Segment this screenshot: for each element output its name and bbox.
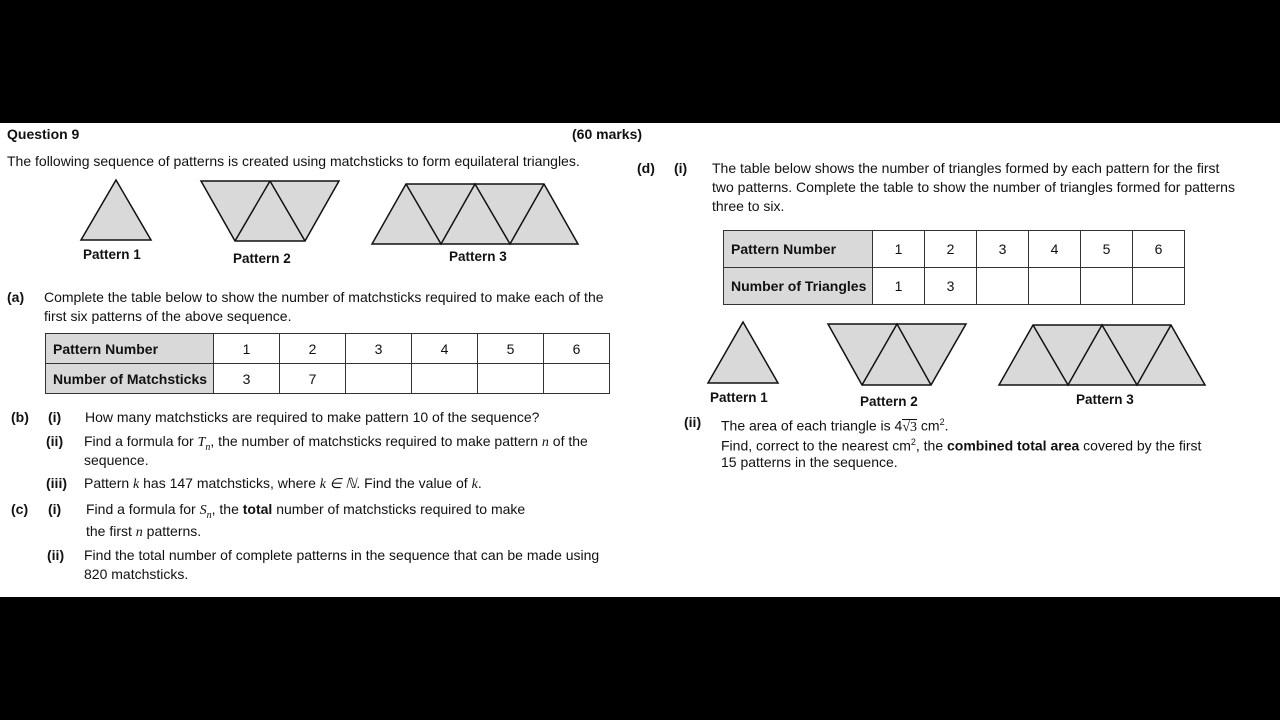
- part-a-label: (a): [7, 289, 25, 305]
- part-d-ii-label: (ii): [684, 414, 702, 430]
- part-b-i-text: How many matchsticks are required to make pattern 10 of the sequence?: [85, 409, 540, 425]
- table-cell: 4: [1029, 231, 1081, 268]
- part-a-line1: Complete the table below to show the number of matchsticks required to make each of the: [44, 289, 604, 305]
- table-cell: 7: [280, 364, 346, 394]
- table-row-header: Number of Matchsticks: [46, 364, 214, 394]
- part-b-ii-label: (ii): [46, 433, 64, 449]
- right-pattern-2-label: Pattern 2: [860, 394, 918, 409]
- part-d-label: (d): [637, 160, 655, 176]
- table-cell: 5: [1081, 231, 1133, 268]
- triangles-table-header-row: [724, 231, 1185, 268]
- part-d-ii-line1: The area of each triangle is 4√3 $cm^2$.: [721, 417, 949, 435]
- part-d-ii-line3: 15 patterns in the sequence.: [721, 454, 898, 470]
- part-c-ii-line2: 820 matchsticks.: [84, 566, 189, 582]
- part-b-ii-text: Find a formula for $T_n$, the number of matchsticks required to make pattern n of the: [84, 433, 588, 453]
- part-a-line2: first six patterns of the above sequence.: [44, 308, 292, 324]
- part-b-iii-text: Pattern k has 147 matchsticks, where k ∈ ℕ. Find the value of k.: [84, 475, 482, 492]
- table-cell: 3: [346, 334, 412, 364]
- table-cell: [346, 364, 412, 394]
- table-cell: [412, 364, 478, 394]
- triangles-table: [723, 230, 1185, 305]
- part-d-ii-line2: Find, correct to the nearest $cm^2$, the combined total area covered by the first: [721, 437, 1202, 454]
- part-c-i-text: Find a formula for $S_n$, the total number of matchsticks required to make: [86, 501, 526, 521]
- part-b-i-label: (i): [48, 409, 62, 425]
- table-cell: 5: [478, 334, 544, 364]
- table-cell: [1081, 268, 1133, 305]
- table-cell: 3: [214, 364, 280, 394]
- part-b-iii-label: (iii): [46, 475, 67, 491]
- table-cell: 3: [977, 231, 1029, 268]
- part-d-i-line1: The table below shows the number of triangles formed by each pattern for the first: [712, 160, 1220, 176]
- part-b-ii-line2: sequence.: [84, 452, 149, 468]
- table-cell: [544, 364, 610, 394]
- left-pattern-1-label: Pattern 1: [83, 247, 141, 262]
- right-pattern-3-label: Pattern 3: [1076, 392, 1134, 407]
- table-cell: [977, 268, 1029, 305]
- table-cell: [1133, 268, 1185, 305]
- left-pattern-2-label: Pattern 2: [233, 251, 291, 266]
- table-cell: 6: [1133, 231, 1185, 268]
- table-cell: 2: [925, 231, 977, 268]
- table-cell: [478, 364, 544, 394]
- right-pattern-1-label: Pattern 1: [710, 390, 768, 405]
- matchsticks-table-header-row: [46, 334, 610, 364]
- question-title: Question 9: [7, 126, 80, 142]
- part-c-i-label: (i): [48, 501, 62, 517]
- table-cell: [1029, 268, 1081, 305]
- right-pattern-3: [0, 123, 1, 124]
- part-b-label: (b): [11, 409, 29, 425]
- question-intro: The following sequence of patterns is created using matchsticks to form equilateral triangles.: [7, 153, 580, 169]
- triangles-table-values-row: [724, 268, 1185, 305]
- part-d-i-line3: three to six.: [712, 198, 785, 214]
- part-c-ii-line1: Find the total number of complete patterns in the sequence that can be made using: [84, 547, 600, 563]
- table-cell: 1: [873, 231, 925, 268]
- part-c-i-line2: the first n patterns.: [86, 523, 202, 540]
- table-row-header: Pattern Number: [724, 231, 873, 268]
- table-row-header: Number of Triangles: [724, 268, 873, 305]
- table-cell: 1: [214, 334, 280, 364]
- question-sheet: [0, 123, 1280, 597]
- part-c-ii-label: (ii): [47, 547, 65, 563]
- matchsticks-table: [45, 333, 610, 394]
- matchsticks-table-values-row: [46, 364, 610, 394]
- part-c-label: (c): [11, 501, 29, 517]
- table-cell: 3: [925, 268, 977, 305]
- table-cell: 2: [280, 334, 346, 364]
- table-row-header: Pattern Number: [46, 334, 214, 364]
- part-d-i-label: (i): [674, 160, 688, 176]
- question-marks: (60 marks): [572, 126, 643, 142]
- left-pattern-3-label: Pattern 3: [449, 249, 507, 264]
- part-d-i-line2: two patterns. Complete the table to show the number of triangles formed for patterns: [712, 179, 1235, 195]
- table-cell: 4: [412, 334, 478, 364]
- table-cell: 6: [544, 334, 610, 364]
- table-cell: 1: [873, 268, 925, 305]
